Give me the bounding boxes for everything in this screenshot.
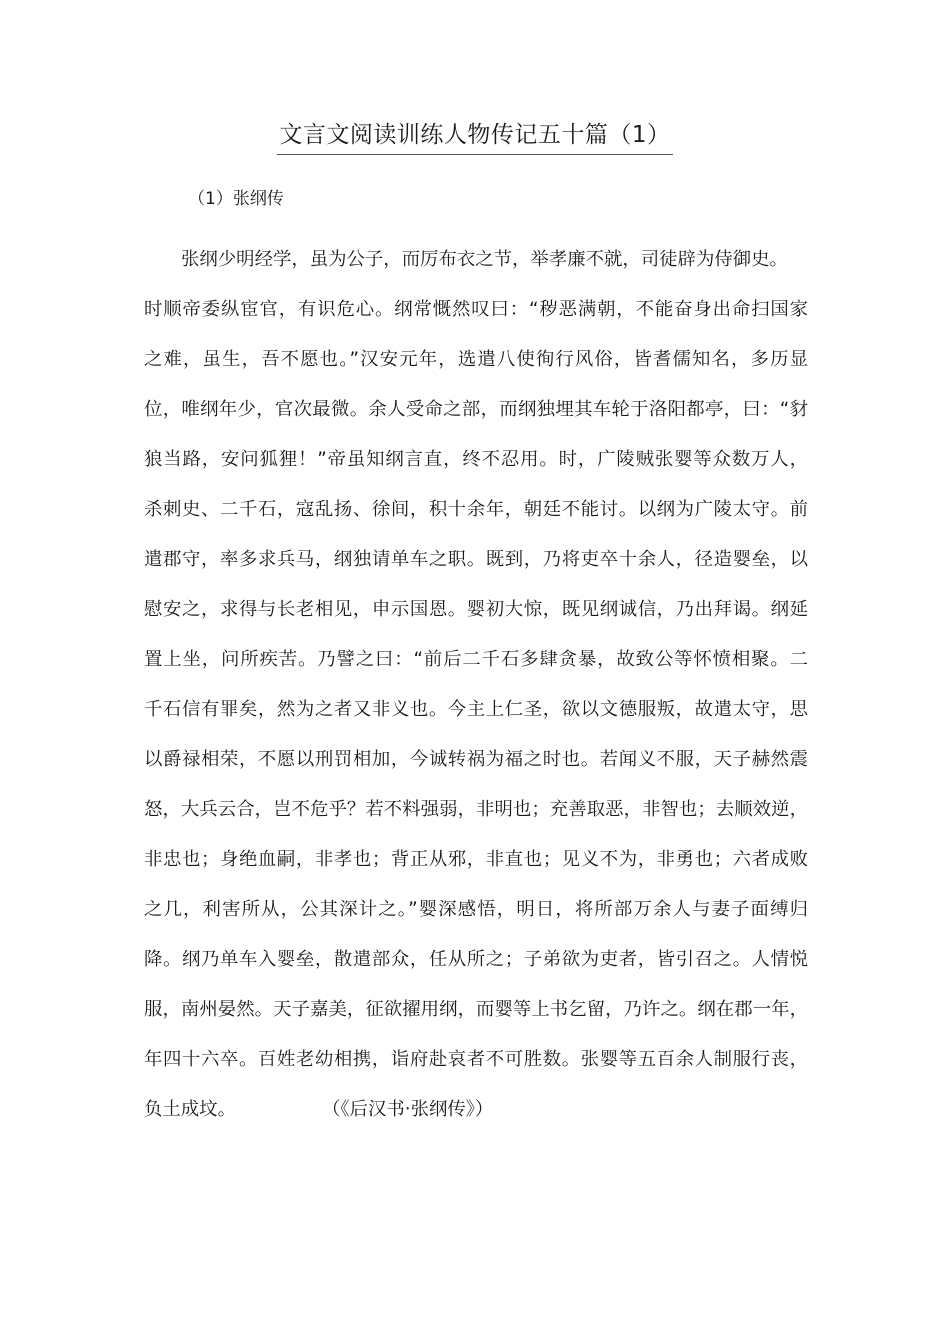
passage-line: 时顺帝委纵宦官，有识危心。纲常慨然叹曰：“秽恶满朝，不能奋身出命扫国家 [144,299,808,320]
passage-line: 降。纲乃单车入婴垒，散遣部众，任从所之；子弟欲为吏者，皆引召之。人情悦 [144,949,808,970]
passage-line: 非忠也；身绝血嗣，非孝也；背正从邪，非直也；见义不为，非勇也；六者成败 [144,849,808,870]
passage-line: 杀刺史、二千石，寇乱扬、徐间，积十余年，朝廷不能讨。以纲为广陵太守。前 [144,499,808,520]
passage-line: 以爵禄相荣，不愿以刑罚相加，今诚转祸为福之时也。若闻义不服，天子赫然震 [144,749,808,770]
passage-line: 之难，虽生，吾不愿也。”汉安元年，选遣八使徇行风俗，皆耆儒知名，多历显 [144,349,808,370]
passage-line: 遣郡守，率多求兵马，纲独请单车之职。既到，乃将吏卒十余人，径造婴垒，以 [144,549,808,570]
passage-line: 慰安之，求得与长老相见，申示国恩。婴初大惊，既见纲诚信，乃出拜谒。纲延 [144,599,808,620]
passage-line: 年四十六卒。百姓老幼相携，诣府赴哀者不可胜数。张婴等五百余人制服行丧， [144,1049,808,1070]
section-heading: （1）张纲传 [188,189,284,209]
passage-last-line [144,1085,808,1135]
passage-body [144,235,808,1135]
passage-line: 千石信有罪矣，然为之者又非义也。今主上仁圣，欲以文德服叛，故遣太守，思 [144,699,808,720]
passage-line: 狼当路，安问狐狸！”帝虽知纲言直，终不忍用。时，广陵贼张婴等众数万人， [144,449,808,470]
passage-line: 怒，大兵云合，岂不危乎？若不料强弱，非明也；充善取恶，非智也；去顺效逆， [144,799,808,820]
passage-line: 之几，利害所从，公其深计之。”婴深感悟，明日，将所部万余人与妻子面缚归 [144,899,808,920]
passage-line: 张纲少明经学，虽为公子，而厉布衣之节，举孝廉不就，司徒辟为侍御史。 [181,249,788,270]
passage-line: 服，南州晏然。天子嘉美，征欲擢用纲，而婴等上书乞留，乃许之。纲在郡一年， [144,999,808,1020]
passage-line-end: 负土成坟。 [144,1099,236,1120]
source-citation: （《后汉书·张纲传》） [321,1099,494,1120]
passage-line: 置上坐，问所疾苦。乃譬之曰：“前后二千石多肆贪暴，故致公等怀愤相聚。二 [144,649,808,670]
document-title-text: 文言文阅读训练人物传记五十篇（1） [277,118,672,155]
document-title [0,118,950,155]
passage-line: 位，唯纲年少，官次最微。余人受命之部，而纲独埋其车轮于洛阳都亭，曰：“豺 [144,399,808,420]
